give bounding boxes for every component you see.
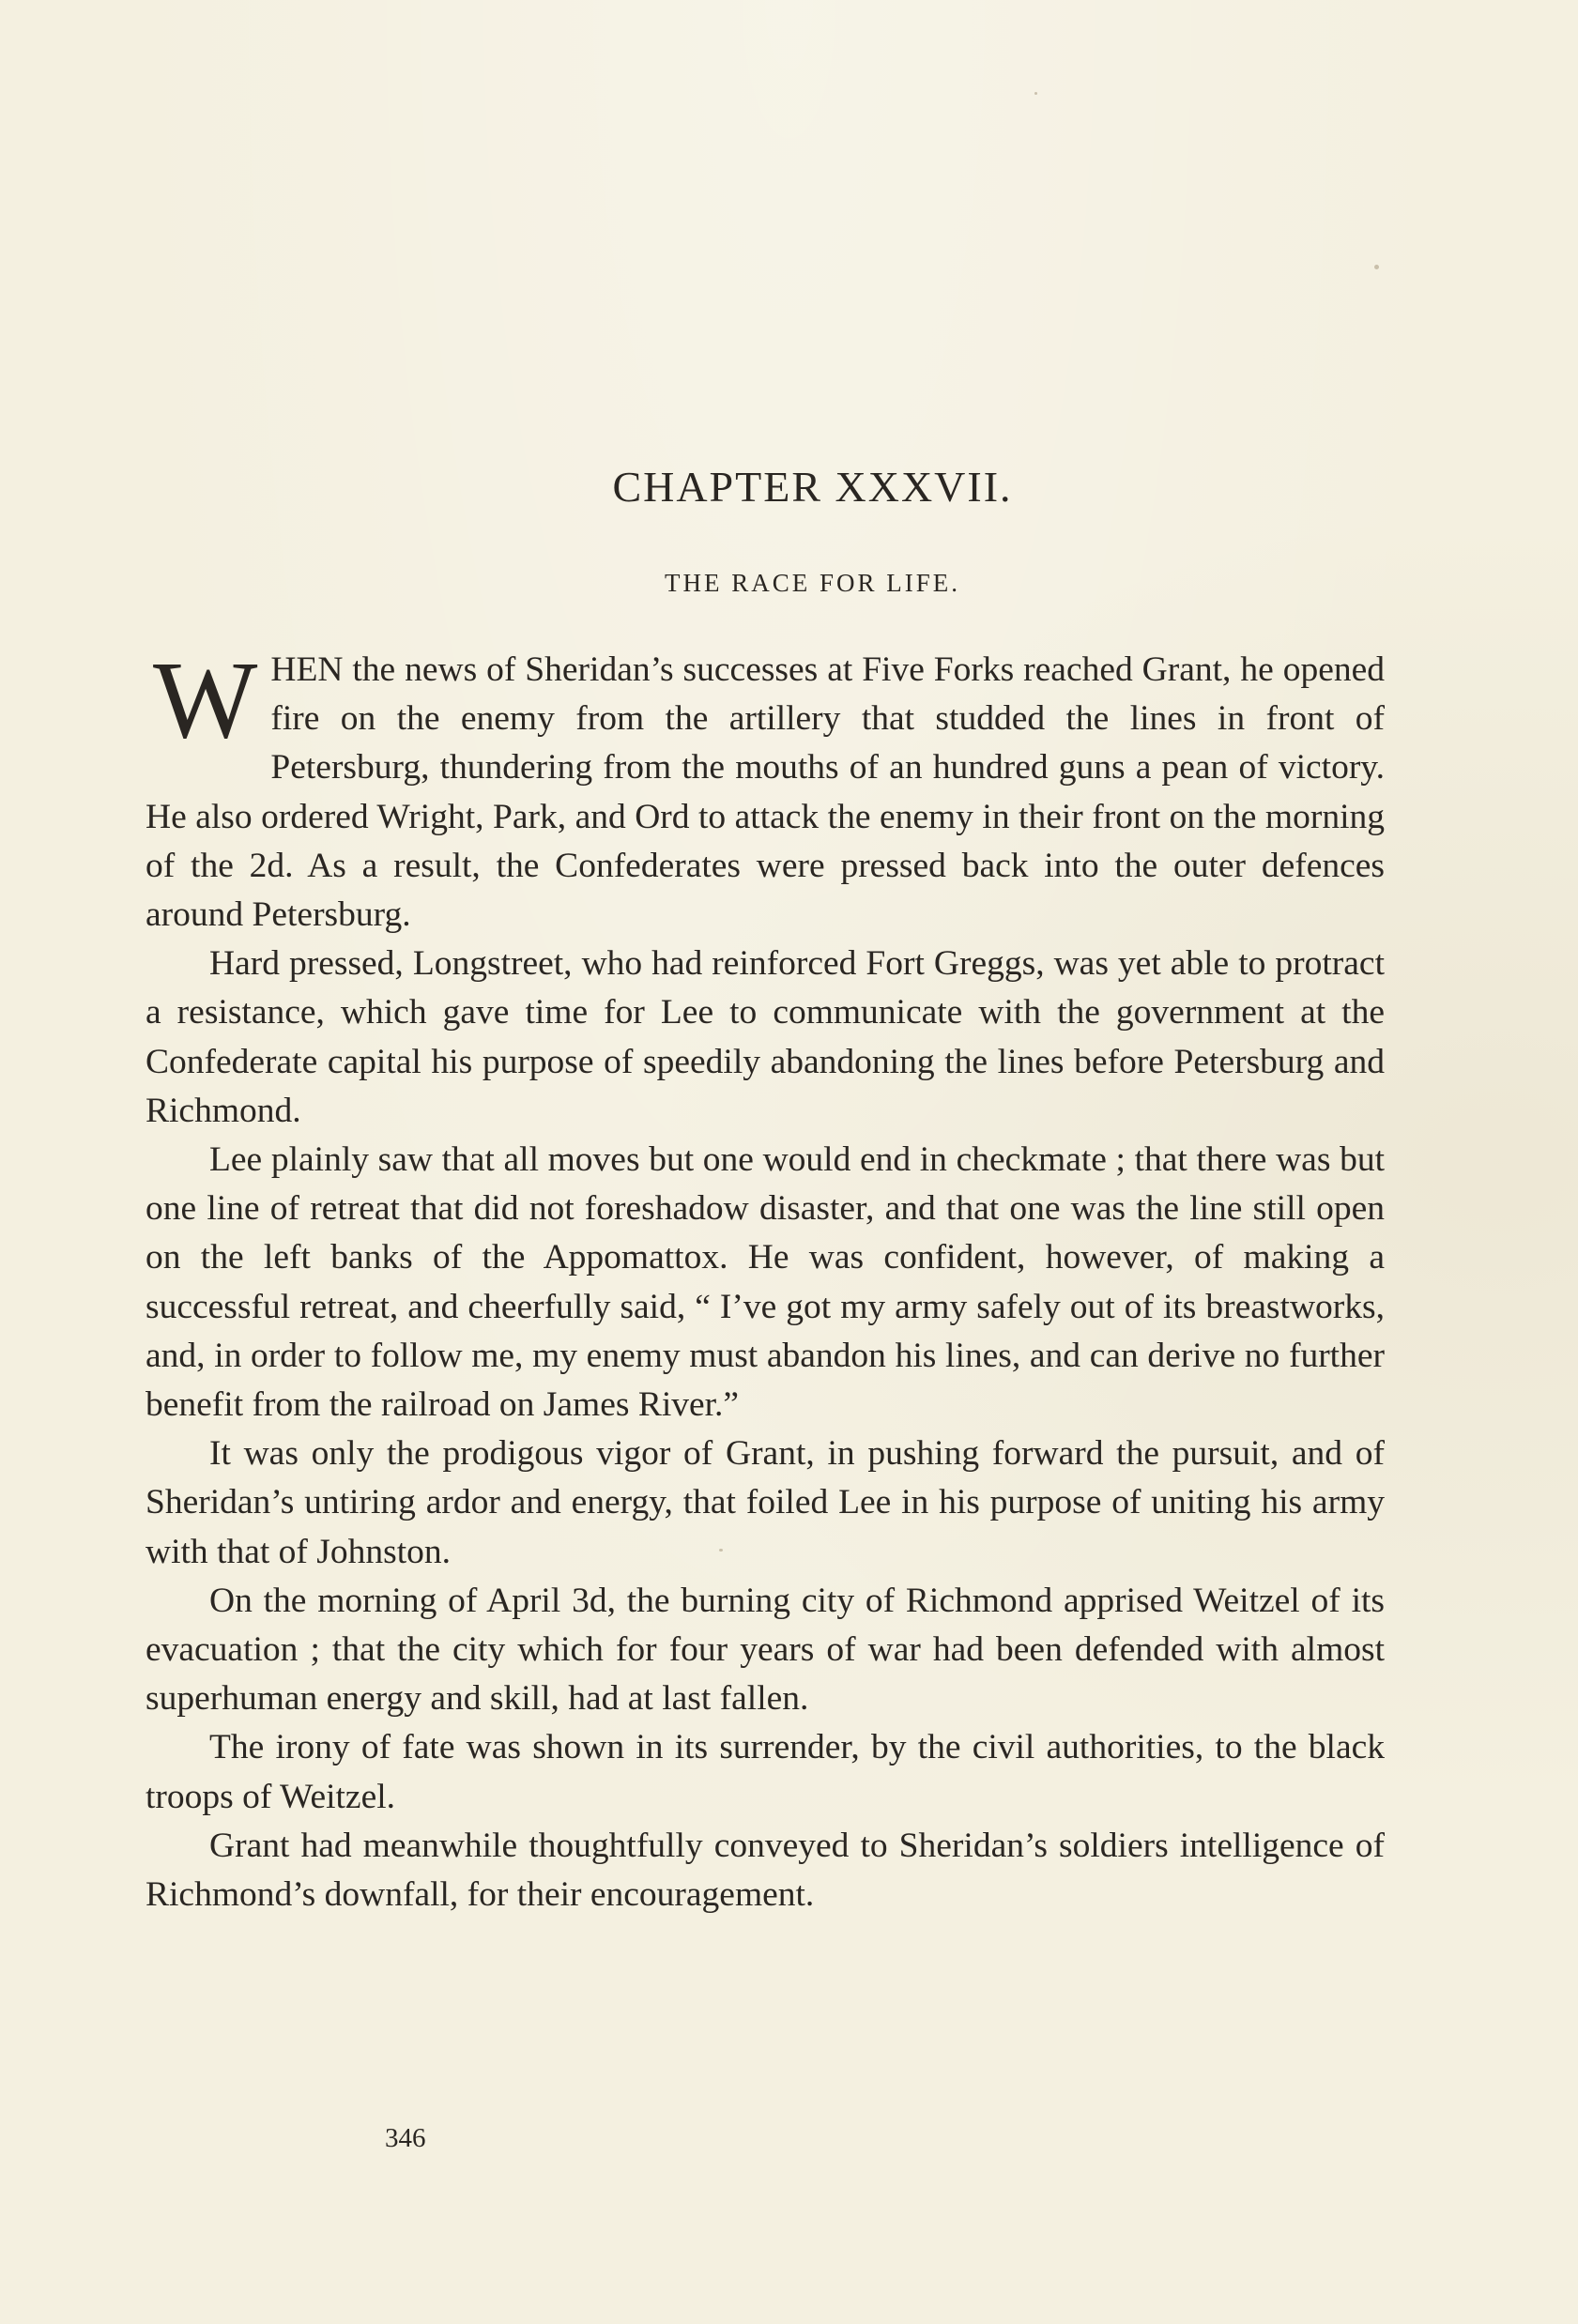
- drop-cap: W: [153, 638, 258, 761]
- paper-speck: [719, 1549, 723, 1552]
- chapter-title: CHAPTER XXXVII.: [612, 463, 1013, 511]
- paper-speck: [1034, 92, 1037, 95]
- chapter-subtitle: THE RACE FOR LIFE.: [664, 569, 960, 597]
- paragraph-3: Lee plainly saw that all moves but one would end in checkmate ; that there was but one line of retreat that did not foreshadow disaster, and that one was the line still open on the left banks of the Appomattox. He was confident, however, of making a successful retreat, and cheerfully said, “ I’ve got my army safely out of its breastworks, and, in order to follow me, my enemy must abandon his lines, and can derive no further benefit from the railroad on James River.”: [146, 1140, 1385, 1425]
- body-text: [146, 638, 1385, 1919]
- paper-speck: [1374, 265, 1379, 269]
- paragraph-1-text: HEN the news of Sheridan’s successes at Five Forks reached Grant, he opened fire on the enemy from the artillery that studded the lines in front of Petersburg, thundering from the mouths of an hundred guns a pean of victory. He also ordered Wright, Park, and Ord to attack the enemy in their front on the morning of the 2d. As a result, the Confederates were pressed back into the outer defences around Petersburg.: [146, 650, 1385, 935]
- page-number: 346: [385, 2123, 426, 2153]
- paragraph-4: It was only the prodigous vigor of Grant, in pushing forward the pursuit, and of Sheridan’s untiring ardor and energy, that foiled Lee in his purpose of uniting his army with that of Johnston.: [146, 1434, 1385, 1571]
- paragraph-6: The irony of fate was shown in its surrender, by the civil authorities, to the black troops of Weitzel.: [146, 1728, 1385, 1816]
- paragraph-2: Hard pressed, Longstreet, who had reinforced Fort Greggs, was yet able to protract a resistance, which gave time for Lee to communicate with the government at the Confederate capital his purpose of speedily abandoning the lines before Petersburg and Richmond.: [146, 944, 1385, 1130]
- paragraph-5: On the morning of April 3d, the burning city of Richmond apprised Weitzel of its evacuation ; that the city which for four years of war had been defended with almost superhuman energy and skill, had at last fallen.: [146, 1581, 1385, 1719]
- paragraph-7: Grant had meanwhile thoughtfully conveyed to Sheridan’s soldiers intelligence of Richmond’s downfall, for their encouragement.: [146, 1826, 1385, 1915]
- paragraph-1: [146, 638, 1385, 940]
